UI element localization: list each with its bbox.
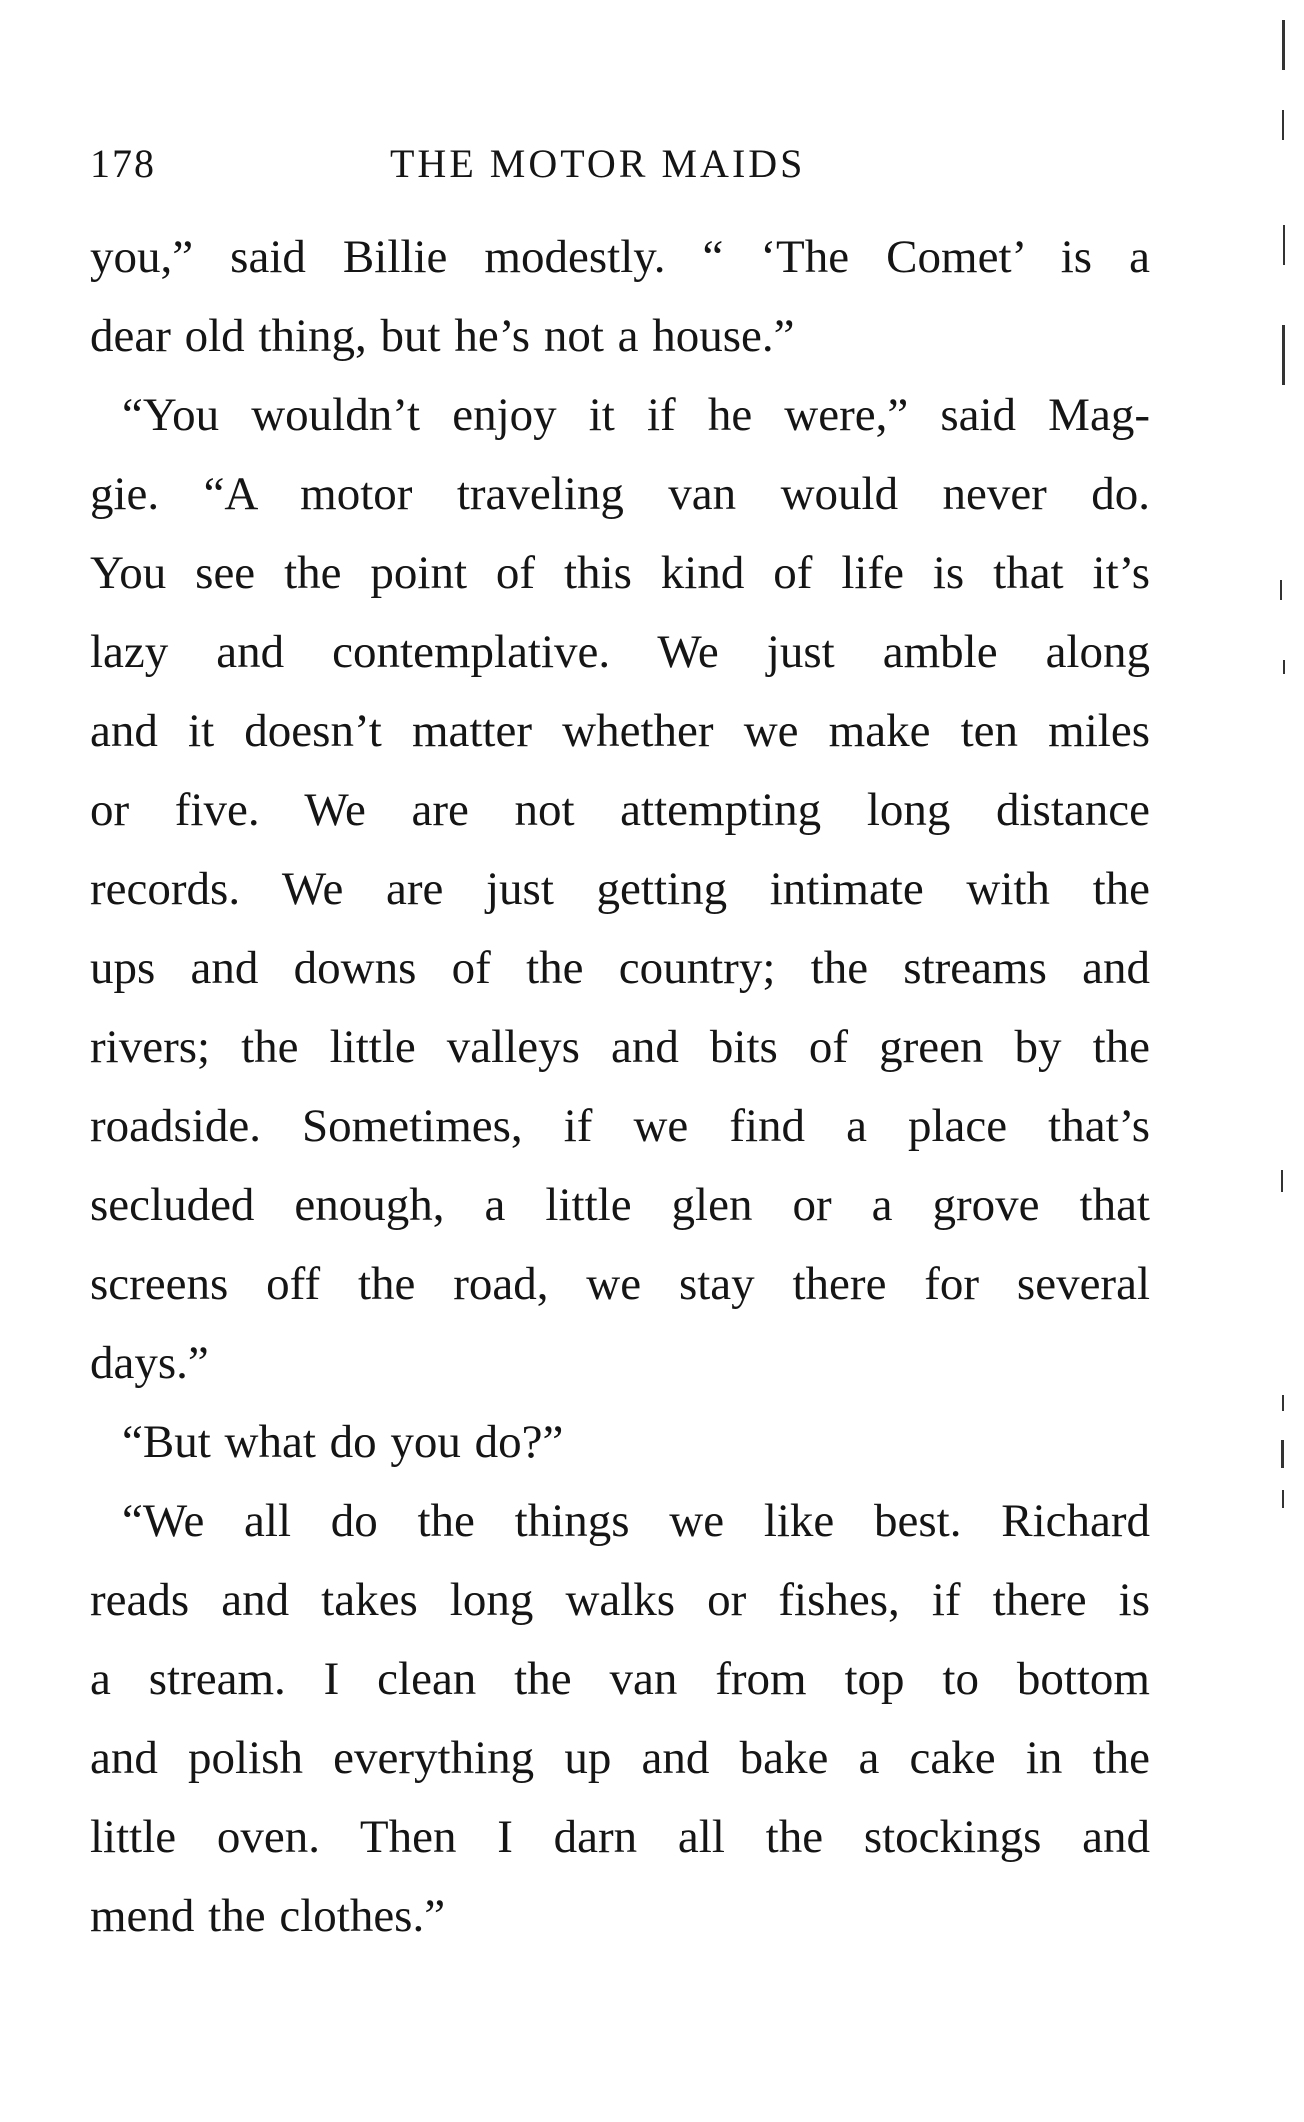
text-line: little oven. Then I darn all the stockings and (90, 1811, 1150, 1863)
scan-mark (1282, 1490, 1284, 1508)
text-line: “But what do you do?” (122, 1416, 564, 1468)
text-line: lazy and contemplative. We just amble along (90, 626, 1150, 678)
text-line: “You wouldn’t enjoy it if he were,” said Mag- (122, 389, 1150, 441)
text-line: and it doesn’t matter whether we make ten miles (90, 705, 1150, 757)
scan-mark (1282, 110, 1284, 140)
text-line: gie. “A motor traveling van would never do. (90, 468, 1150, 520)
page-number: 178 (90, 141, 156, 186)
scan-edge-marks (1268, 0, 1304, 2122)
text-line: or five. We are not attempting long distance (90, 784, 1150, 836)
running-title: THE MOTOR MAIDS (390, 141, 806, 186)
scan-mark (1282, 1395, 1284, 1411)
text-line: rivers; the little valleys and bits of green by the (90, 1021, 1150, 1073)
text-line: a stream. I clean the van from top to bottom (90, 1653, 1150, 1705)
text-line: secluded enough, a little glen or a grove that (90, 1179, 1150, 1231)
scan-mark (1283, 660, 1285, 674)
scan-mark (1282, 20, 1285, 70)
text-line: roadside. Sometimes, if we find a place that’s (90, 1100, 1150, 1152)
text-line: mend the clothes.” (90, 1890, 446, 1942)
text-line: days.” (90, 1337, 209, 1389)
text-line: and polish everything up and bake a cake in the (90, 1732, 1150, 1784)
running-head (90, 140, 1150, 196)
text-line: ups and downs of the country; the streams and (90, 942, 1150, 994)
scan-mark (1280, 580, 1282, 600)
scan-mark (1281, 1440, 1284, 1468)
scan-mark (1283, 225, 1285, 265)
scan-mark (1281, 1170, 1283, 1192)
text-line: “We all do the things we like best. Richard (122, 1495, 1150, 1547)
text-line: you,” said Billie modestly. “ ‘The Comet’ is a (90, 231, 1150, 283)
text-line: dear old thing, but he’s not a house.” (90, 310, 795, 362)
scan-mark (1282, 325, 1285, 385)
text-line: records. We are just getting intimate with the (90, 863, 1150, 915)
text-line: screens off the road, we stay there for several (90, 1258, 1150, 1310)
text-line: reads and takes long walks or fishes, if there is (90, 1574, 1150, 1626)
text-line: You see the point of this kind of life is that it’s (90, 547, 1150, 599)
